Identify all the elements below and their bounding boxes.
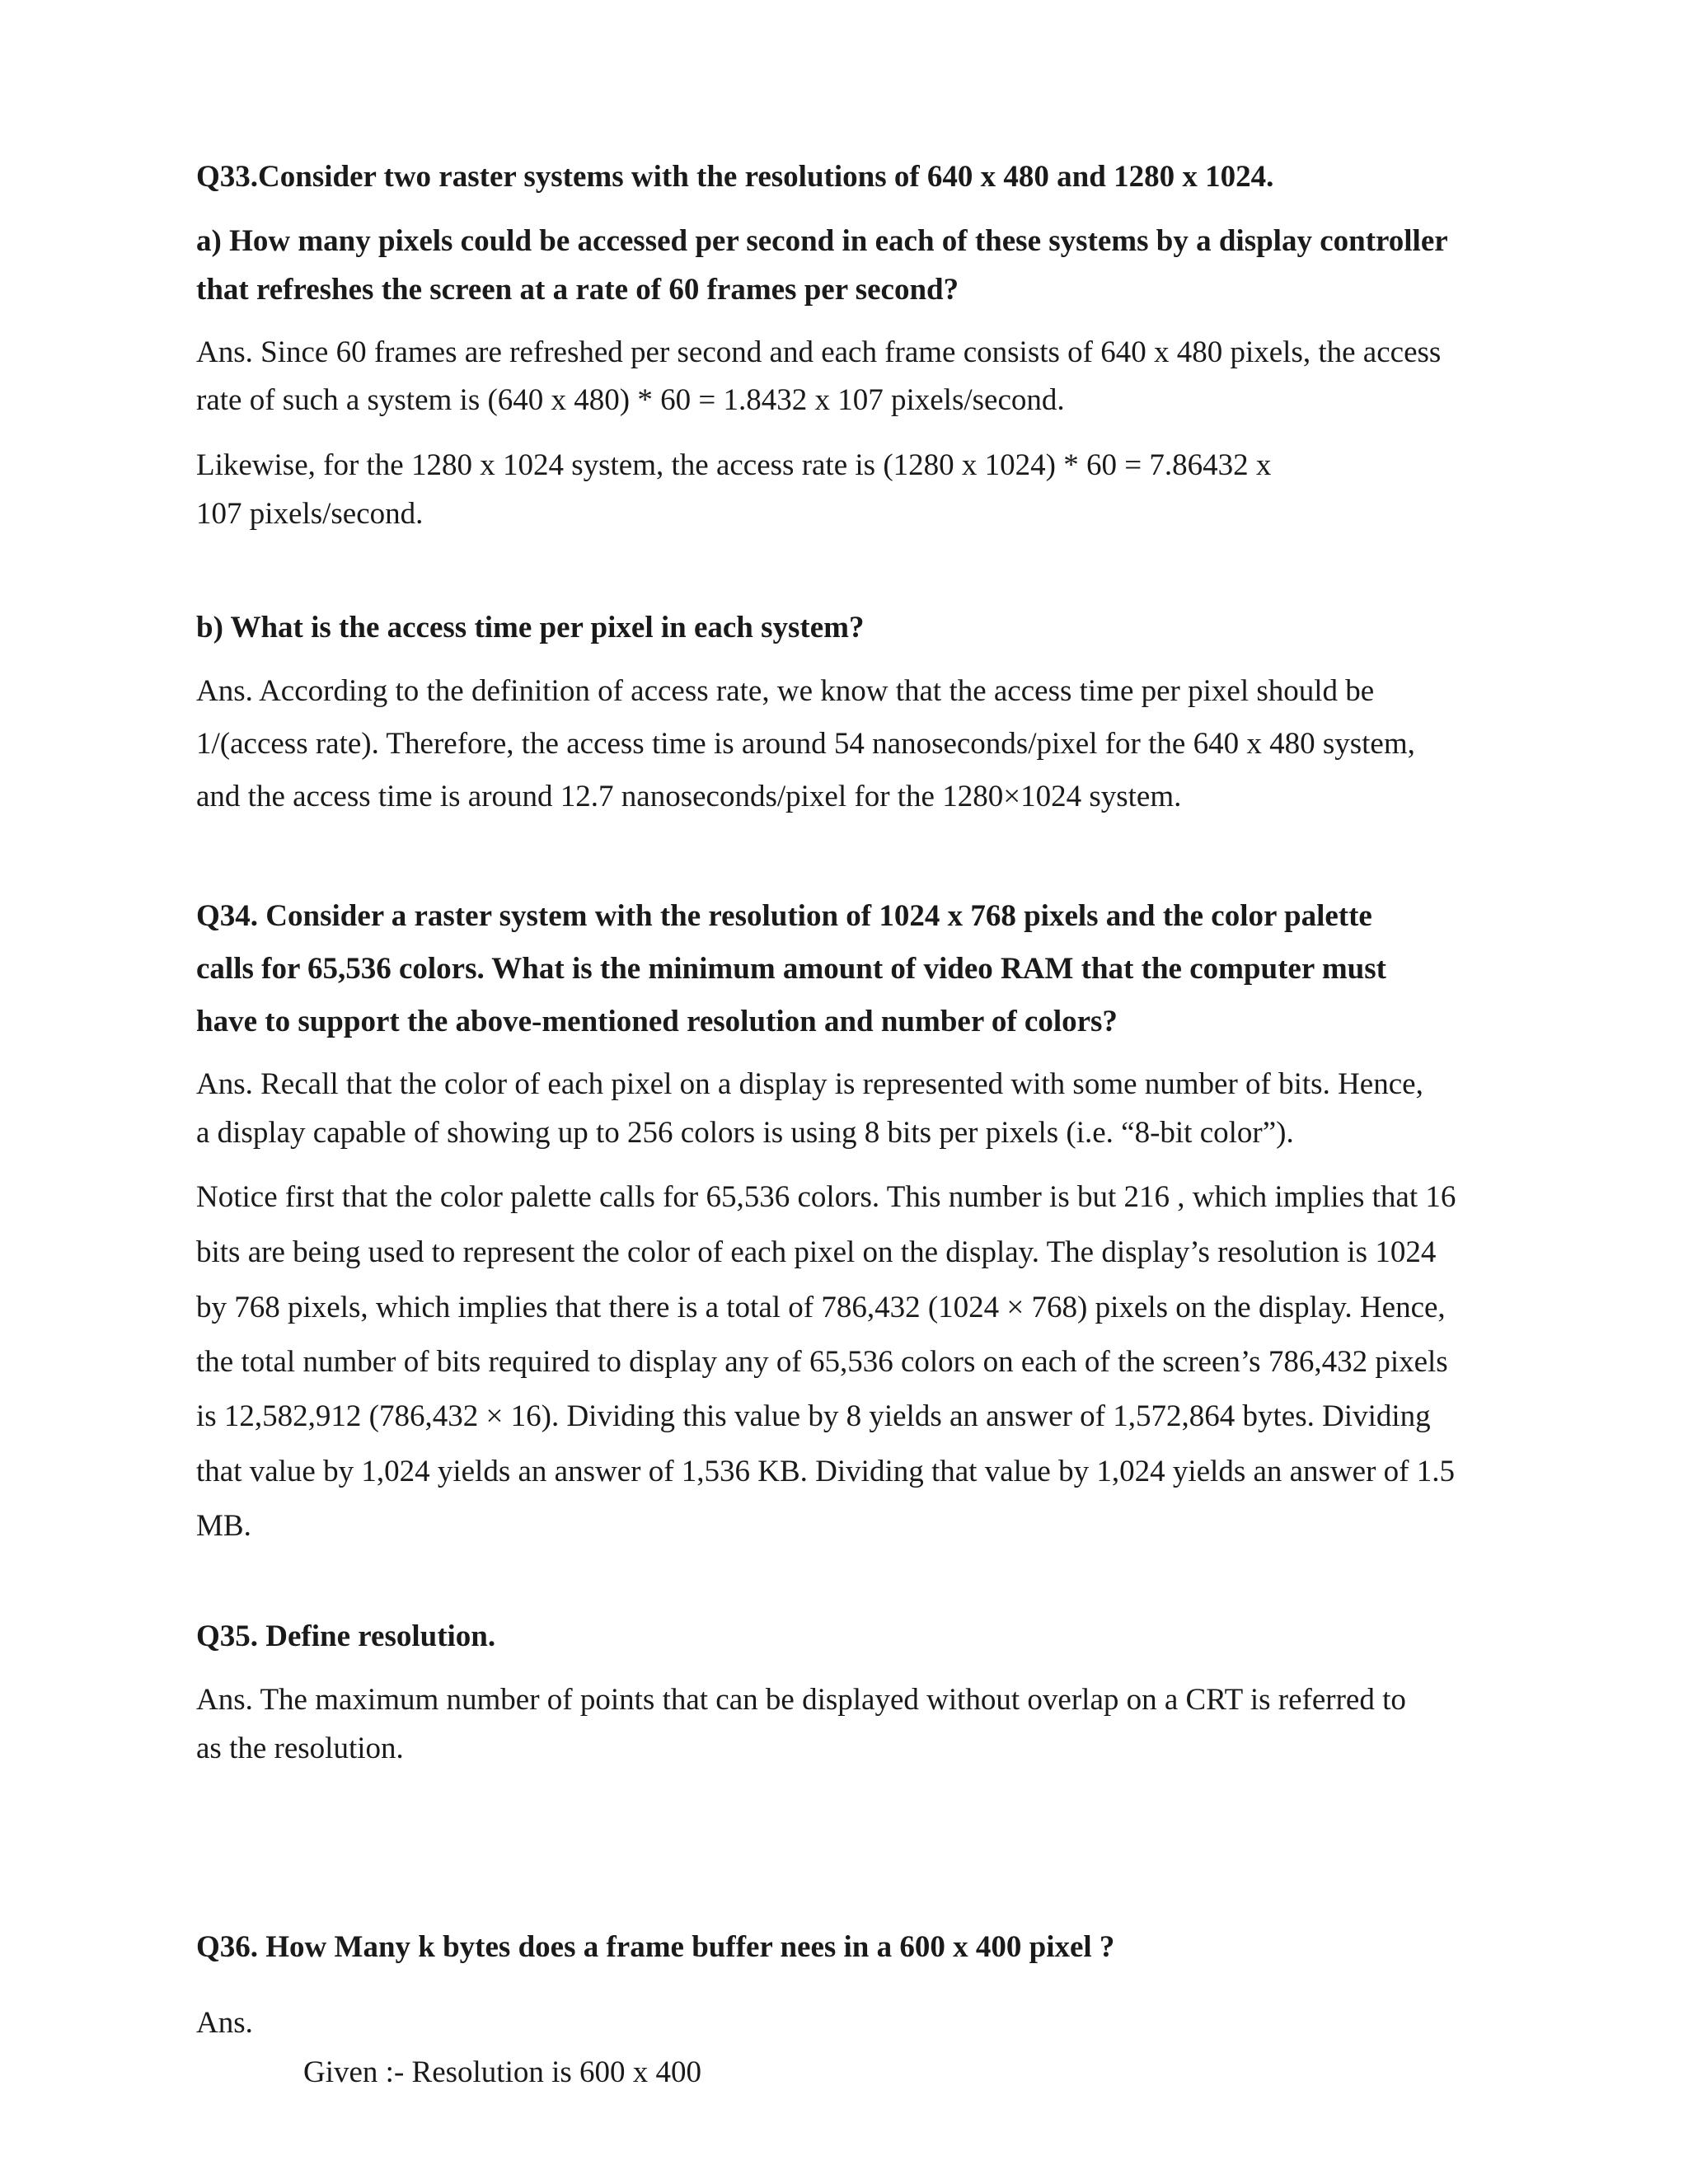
q34-answer2-line-1: Notice first that the color palette calls for 65,536 colors. This number is but 216 , which implies that 16	[196, 1180, 1456, 1214]
q34-answer2-line-5: is 12,582,912 (786,432 × 16). Dividing this value by 8 yields an answer of 1,572,864 bytes. Dividing	[196, 1399, 1431, 1433]
q35-answer-line-2: as the resolution.	[196, 1732, 404, 1765]
q34-answer2-line-2: bits are being used to represent the color of each pixel on the display. The display’s resolution is 1024	[196, 1235, 1437, 1269]
q34-answer2-line-6: that value by 1,024 yields an answer of 1,536 KB. Dividing that value by 1,024 yields an answer of 1.5	[196, 1455, 1455, 1488]
q34-answer2-line-4: the total number of bits required to display any of 65,536 colors on each of the screen’s 786,432 pixels	[196, 1345, 1448, 1379]
q33-part-a-answer-line-2: rate of such a system is (640 x 480) * 60 = 1.8432 x 107 pixels/second.	[196, 383, 1065, 417]
q34-question-line-2: calls for 65,536 colors. What is the minimum amount of video RAM that the computer must	[196, 952, 1386, 986]
q33-part-a-answer2-line-1: Likewise, for the 1280 x 1024 system, the access rate is (1280 x 1024) * 60 = 7.86432 x	[196, 448, 1272, 482]
q33-part-a-answer-line-1: Ans. Since 60 frames are refreshed per second and each frame consists of 640 x 480 pixels, the access	[196, 335, 1442, 369]
q33-part-b-question: b) What is the access time per pixel in each system?	[196, 611, 865, 644]
q34-answer1-line-1: Ans. Recall that the color of each pixel on a display is represented with some number of bits. Hence,	[196, 1067, 1423, 1101]
q35-answer-line-1: Ans. The maximum number of points that can be displayed without overlap on a CRT is referred to	[196, 1683, 1406, 1717]
q33-part-a-question-line-1: a) How many pixels could be accessed per second in each of these systems by a display controller	[196, 224, 1448, 258]
q34-answer2-line-7: MB.	[196, 1509, 251, 1543]
q36-question: Q36. How Many k bytes does a frame buffer nees in a 600 x 400 pixel ?	[196, 1930, 1115, 1964]
q36-answer-label: Ans.	[196, 2006, 253, 2040]
q33-part-b-answer-line-2: 1/(access rate). Therefore, the access time is around 54 nanoseconds/pixel for the 640 x 480 system,	[196, 727, 1415, 761]
q34-answer2-line-3: by 768 pixels, which implies that there is a total of 786,432 (1024 × 768) pixels on the display. Hence,	[196, 1291, 1446, 1324]
q33-heading: Q33.Consider two raster systems with the resolutions of 640 x 480 and 1280 x 1024.	[196, 160, 1274, 194]
q34-question-line-1: Q34. Consider a raster system with the resolution of 1024 x 768 pixels and the color palette	[196, 899, 1372, 933]
q33-part-b-answer-line-3: and the access time is around 12.7 nanoseconds/pixel for the 1280×1024 system.	[196, 780, 1182, 813]
q33-part-a-answer2-line-2: 107 pixels/second.	[196, 497, 424, 531]
q34-question-line-3: have to support the above-mentioned resolution and number of colors?	[196, 1005, 1118, 1038]
q33-part-b-answer-line-1: Ans. According to the definition of access rate, we know that the access time per pixel should be	[196, 674, 1375, 708]
q35-question: Q35. Define resolution.	[196, 1619, 496, 1653]
q33-part-a-question-line-2: that refreshes the screen at a rate of 60 frames per second?	[196, 273, 959, 307]
q34-answer1-line-2: a display capable of showing up to 256 colors is using 8 bits per pixels (i.e. “8-bit color”).	[196, 1116, 1294, 1150]
q36-given: Given :- Resolution is 600 x 400	[303, 2055, 702, 2089]
